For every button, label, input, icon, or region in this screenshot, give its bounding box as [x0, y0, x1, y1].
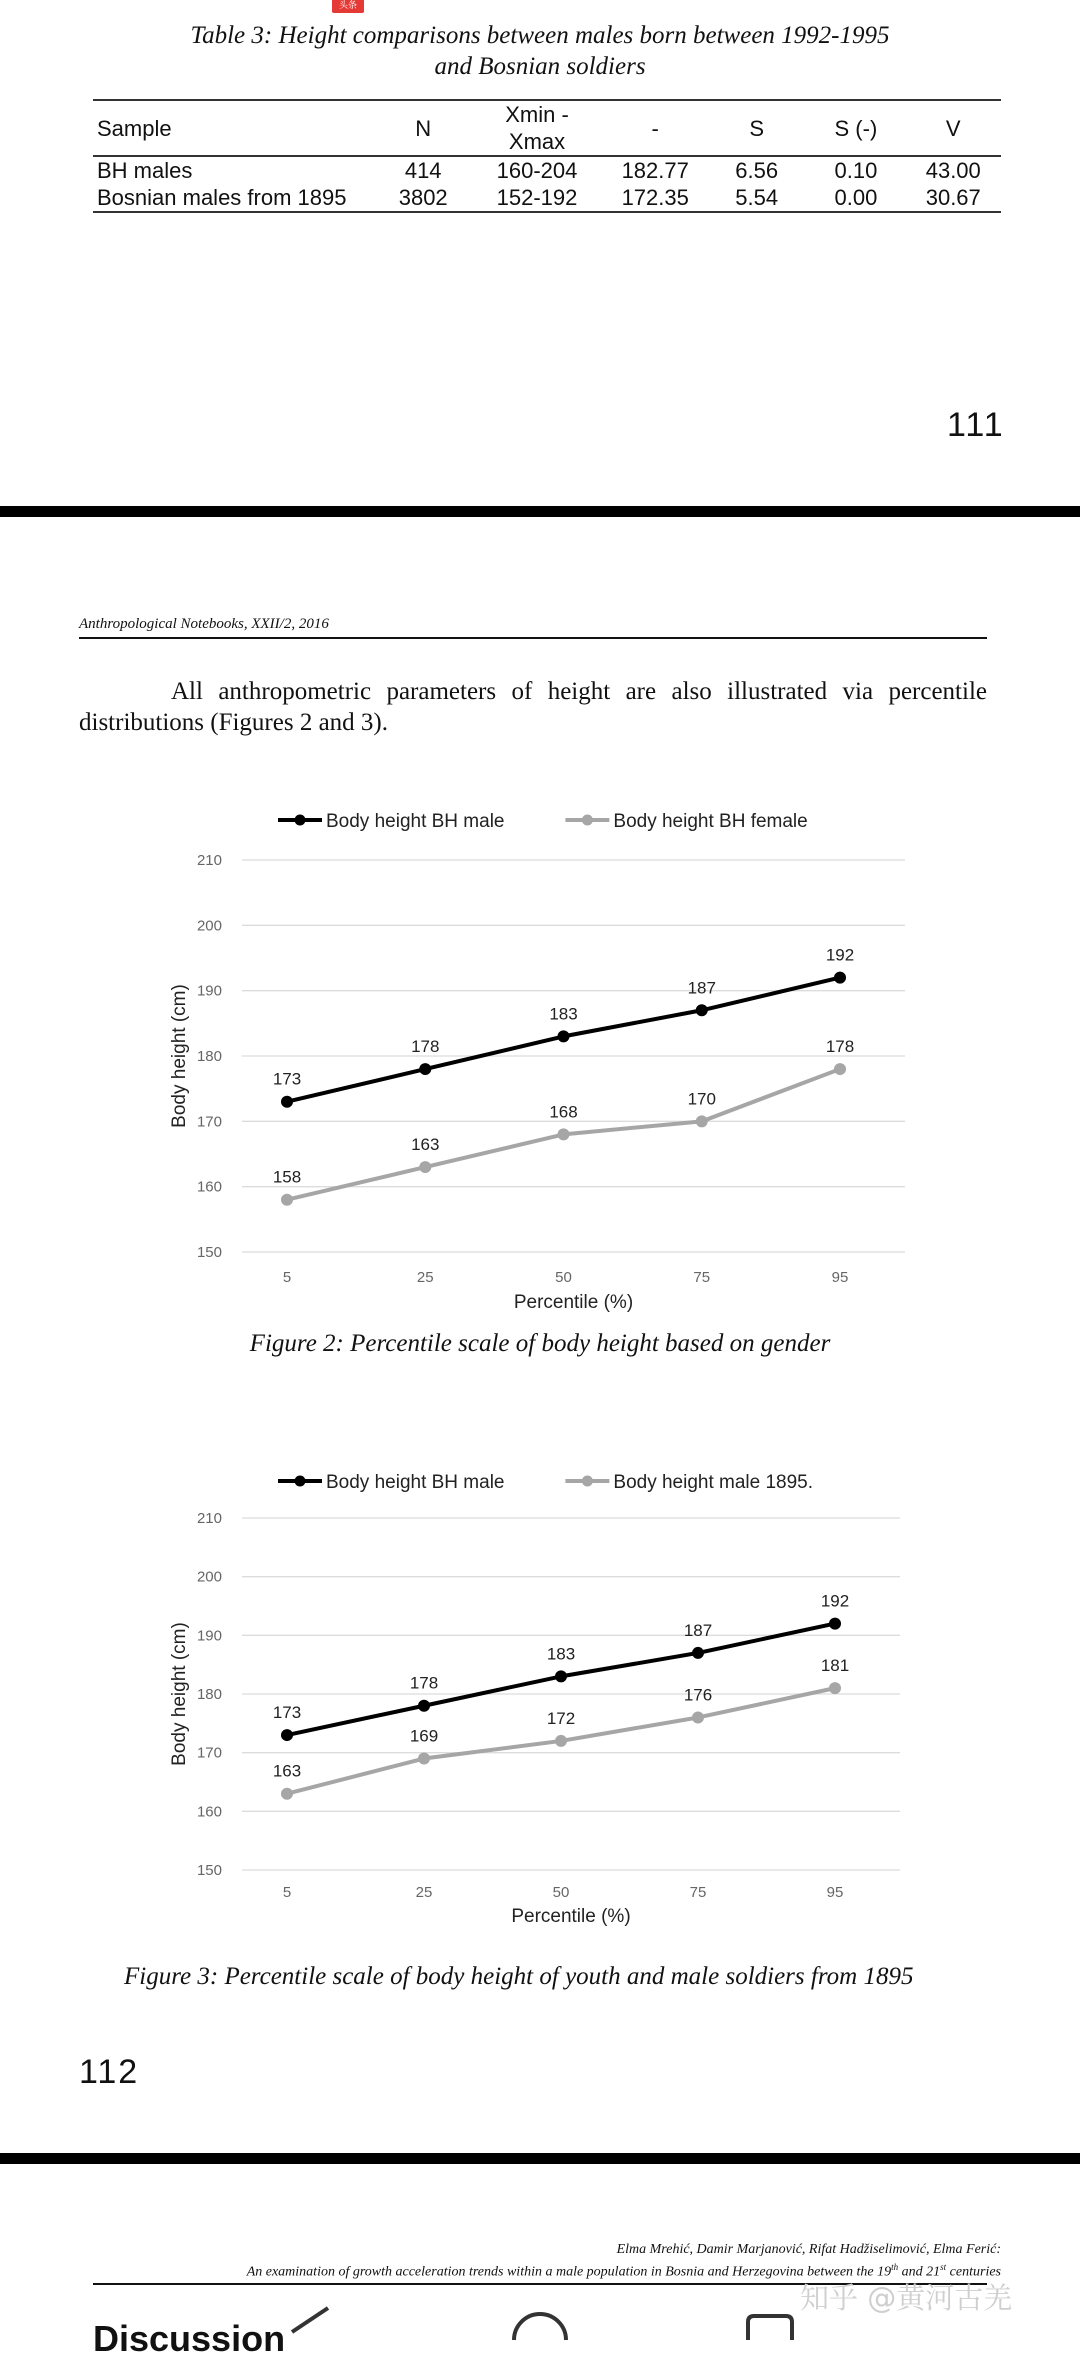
data-point	[418, 1700, 430, 1712]
header-rule	[79, 637, 987, 639]
table-row	[93, 184, 1001, 212]
system-nav-bar	[0, 2300, 1080, 2340]
data-label: 187	[687, 978, 716, 998]
data-point	[834, 972, 846, 984]
legend-label: Body height BH male	[326, 1472, 505, 1493]
data-label: 158	[272, 1167, 302, 1187]
col-header: -	[651, 115, 659, 141]
x-axis-label: Percentile (%)	[511, 1906, 631, 1927]
data-point	[558, 1128, 570, 1140]
x-tick-label: 75	[693, 1269, 711, 1286]
page-number-112: 112	[79, 2053, 140, 2091]
col-header: V	[945, 115, 961, 141]
table-cell: 152-192	[496, 185, 578, 210]
x-tick-label: 25	[415, 1884, 433, 1901]
data-point	[419, 1063, 431, 1075]
data-label: 178	[411, 1037, 440, 1057]
table-cell: Bosnian males from 1895	[97, 185, 347, 210]
data-label: 183	[546, 1644, 576, 1664]
x-tick-label: 5	[282, 1269, 292, 1286]
data-point	[696, 1115, 708, 1127]
y-tick-label: 180	[196, 1686, 222, 1703]
title-sup: st	[940, 2262, 947, 2272]
data-point	[419, 1161, 431, 1173]
table-caption-line1: Table 3: Height comparisons between males born between 1992-1995	[190, 22, 890, 49]
table-cell: 182.77	[621, 158, 689, 183]
table-cell: 30.67	[925, 185, 981, 210]
x-axis-label: Percentile (%)	[513, 1292, 634, 1313]
data-point	[692, 1647, 704, 1659]
table-header-row	[93, 100, 1001, 156]
data-label: 192	[825, 945, 855, 965]
y-axis-label: Body height (cm)	[169, 984, 190, 1128]
y-tick-label: 190	[196, 1627, 222, 1645]
data-label: 173	[272, 1703, 302, 1723]
data-label: 187	[683, 1620, 713, 1640]
x-tick-label: 95	[831, 1269, 849, 1286]
discussion-heading: Discussion	[93, 2318, 286, 2359]
data-point	[281, 1194, 293, 1206]
table-cell: BH males	[97, 158, 193, 183]
page-separator	[0, 506, 1080, 517]
table-caption-line2: and Bosnian soldiers	[434, 53, 646, 80]
y-tick-label: 160	[196, 1178, 222, 1196]
legend-marker	[582, 1476, 593, 1487]
y-tick-label: 170	[196, 1744, 222, 1762]
table-cell: 5.54	[735, 185, 779, 210]
data-label: 168	[549, 1102, 578, 1122]
data-point	[418, 1753, 430, 1765]
col-header: S	[749, 115, 765, 141]
figure2-caption: Figure 2: Percentile scale of body height based on gender	[249, 1330, 831, 1357]
table-cell: 0.10	[834, 158, 878, 183]
table-cell: 43.00	[925, 158, 981, 183]
table-cell: 3802	[398, 185, 448, 210]
data-point	[281, 1788, 293, 1800]
data-label: 172	[546, 1708, 576, 1728]
height-comparison-table	[93, 99, 1001, 213]
title-text: and 21	[898, 2264, 941, 2280]
y-axis-label: Body height (cm)	[169, 1622, 190, 1766]
y-tick-label: 200	[196, 1568, 222, 1586]
data-label: 163	[411, 1135, 440, 1155]
x-tick-label: 95	[826, 1884, 844, 1901]
title-sup: th	[891, 2262, 899, 2272]
table-cell: 414	[404, 158, 442, 183]
title-text: centuries	[946, 2264, 1001, 2280]
data-point	[555, 1735, 567, 1747]
data-point	[281, 1729, 293, 1741]
legend-marker	[295, 815, 306, 826]
col-header: Xmin - Xmax	[505, 102, 569, 154]
data-label: 178	[825, 1037, 855, 1057]
y-tick-label: 190	[196, 982, 222, 1000]
table-cell: 172.35	[621, 185, 689, 210]
data-point	[558, 1030, 570, 1042]
y-tick-label: 180	[196, 1048, 222, 1065]
x-tick-label: 25	[416, 1269, 434, 1286]
footer-authors: Elma Mrehić, Damir Marjanović, Rifat Hadžiselimović, Elma Ferić:	[616, 2242, 1001, 2257]
x-tick-label: 75	[689, 1884, 707, 1901]
figure3-line-chart	[160, 1456, 920, 1946]
data-point	[829, 1618, 841, 1630]
col-header: N	[415, 115, 432, 141]
source-badge: 头条	[332, 0, 364, 13]
data-point	[281, 1096, 293, 1108]
page-separator	[0, 2153, 1080, 2164]
col-header: S (-)	[834, 115, 878, 141]
x-tick-label: 50	[552, 1884, 570, 1901]
table-row	[93, 156, 1001, 184]
col-header: Sample	[97, 115, 172, 141]
data-point	[555, 1670, 567, 1682]
figure2-line-chart	[160, 795, 920, 1315]
data-label: 170	[687, 1089, 716, 1109]
y-tick-label: 150	[196, 1244, 222, 1261]
watermark: 知乎 @黄河古羌	[800, 2281, 1013, 2315]
data-point	[696, 1004, 708, 1016]
data-label: 169	[409, 1726, 439, 1746]
legend-marker	[582, 815, 593, 826]
data-label: 176	[683, 1685, 713, 1705]
y-tick-label: 150	[196, 1862, 222, 1879]
back-icon[interactable]	[292, 2308, 328, 2332]
data-label: 173	[272, 1069, 302, 1089]
body-paragraph	[79, 676, 987, 738]
data-label: 163	[272, 1761, 302, 1781]
y-tick-label: 210	[196, 852, 222, 869]
data-point	[829, 1682, 841, 1694]
y-tick-label: 160	[196, 1803, 222, 1821]
recents-icon[interactable]	[748, 2316, 792, 2340]
table-cell: 0.00	[834, 185, 878, 210]
legend-marker	[295, 1476, 306, 1487]
x-tick-label: 5	[282, 1884, 292, 1901]
data-label: 192	[820, 1591, 850, 1611]
legend-label: Body height BH female	[613, 811, 808, 832]
y-tick-label: 210	[196, 1510, 222, 1527]
journal-header: Anthropological Notebooks, XXII/2, 2016	[79, 616, 329, 632]
data-label: 183	[549, 1004, 578, 1024]
data-label: 181	[820, 1656, 850, 1676]
legend-label: Body height male 1895.	[613, 1472, 814, 1493]
y-tick-label: 170	[196, 1113, 222, 1131]
page-number-111: 111	[947, 406, 1005, 444]
x-tick-label: 50	[555, 1269, 572, 1286]
y-tick-label: 200	[196, 917, 222, 935]
data-point	[834, 1063, 846, 1075]
paragraph-text: All anthropometric parameters of height are also illustrated via percentile distributions (Figures 2 and 3).	[79, 678, 987, 736]
figure3-caption: Figure 3: Percentile scale of body height of youth and male soldiers from 1895	[124, 1963, 914, 1990]
data-point	[692, 1711, 704, 1723]
home-icon[interactable]	[514, 2314, 566, 2340]
data-label: 178	[409, 1673, 439, 1693]
legend-label: Body height BH male	[326, 811, 505, 832]
title-text: An examination of growth acceleration trends within a male population in Bosnia and Herzegovina between the 19	[246, 2264, 892, 2280]
table-cell: 160-204	[496, 158, 578, 183]
table-cell: 6.56	[735, 158, 779, 183]
